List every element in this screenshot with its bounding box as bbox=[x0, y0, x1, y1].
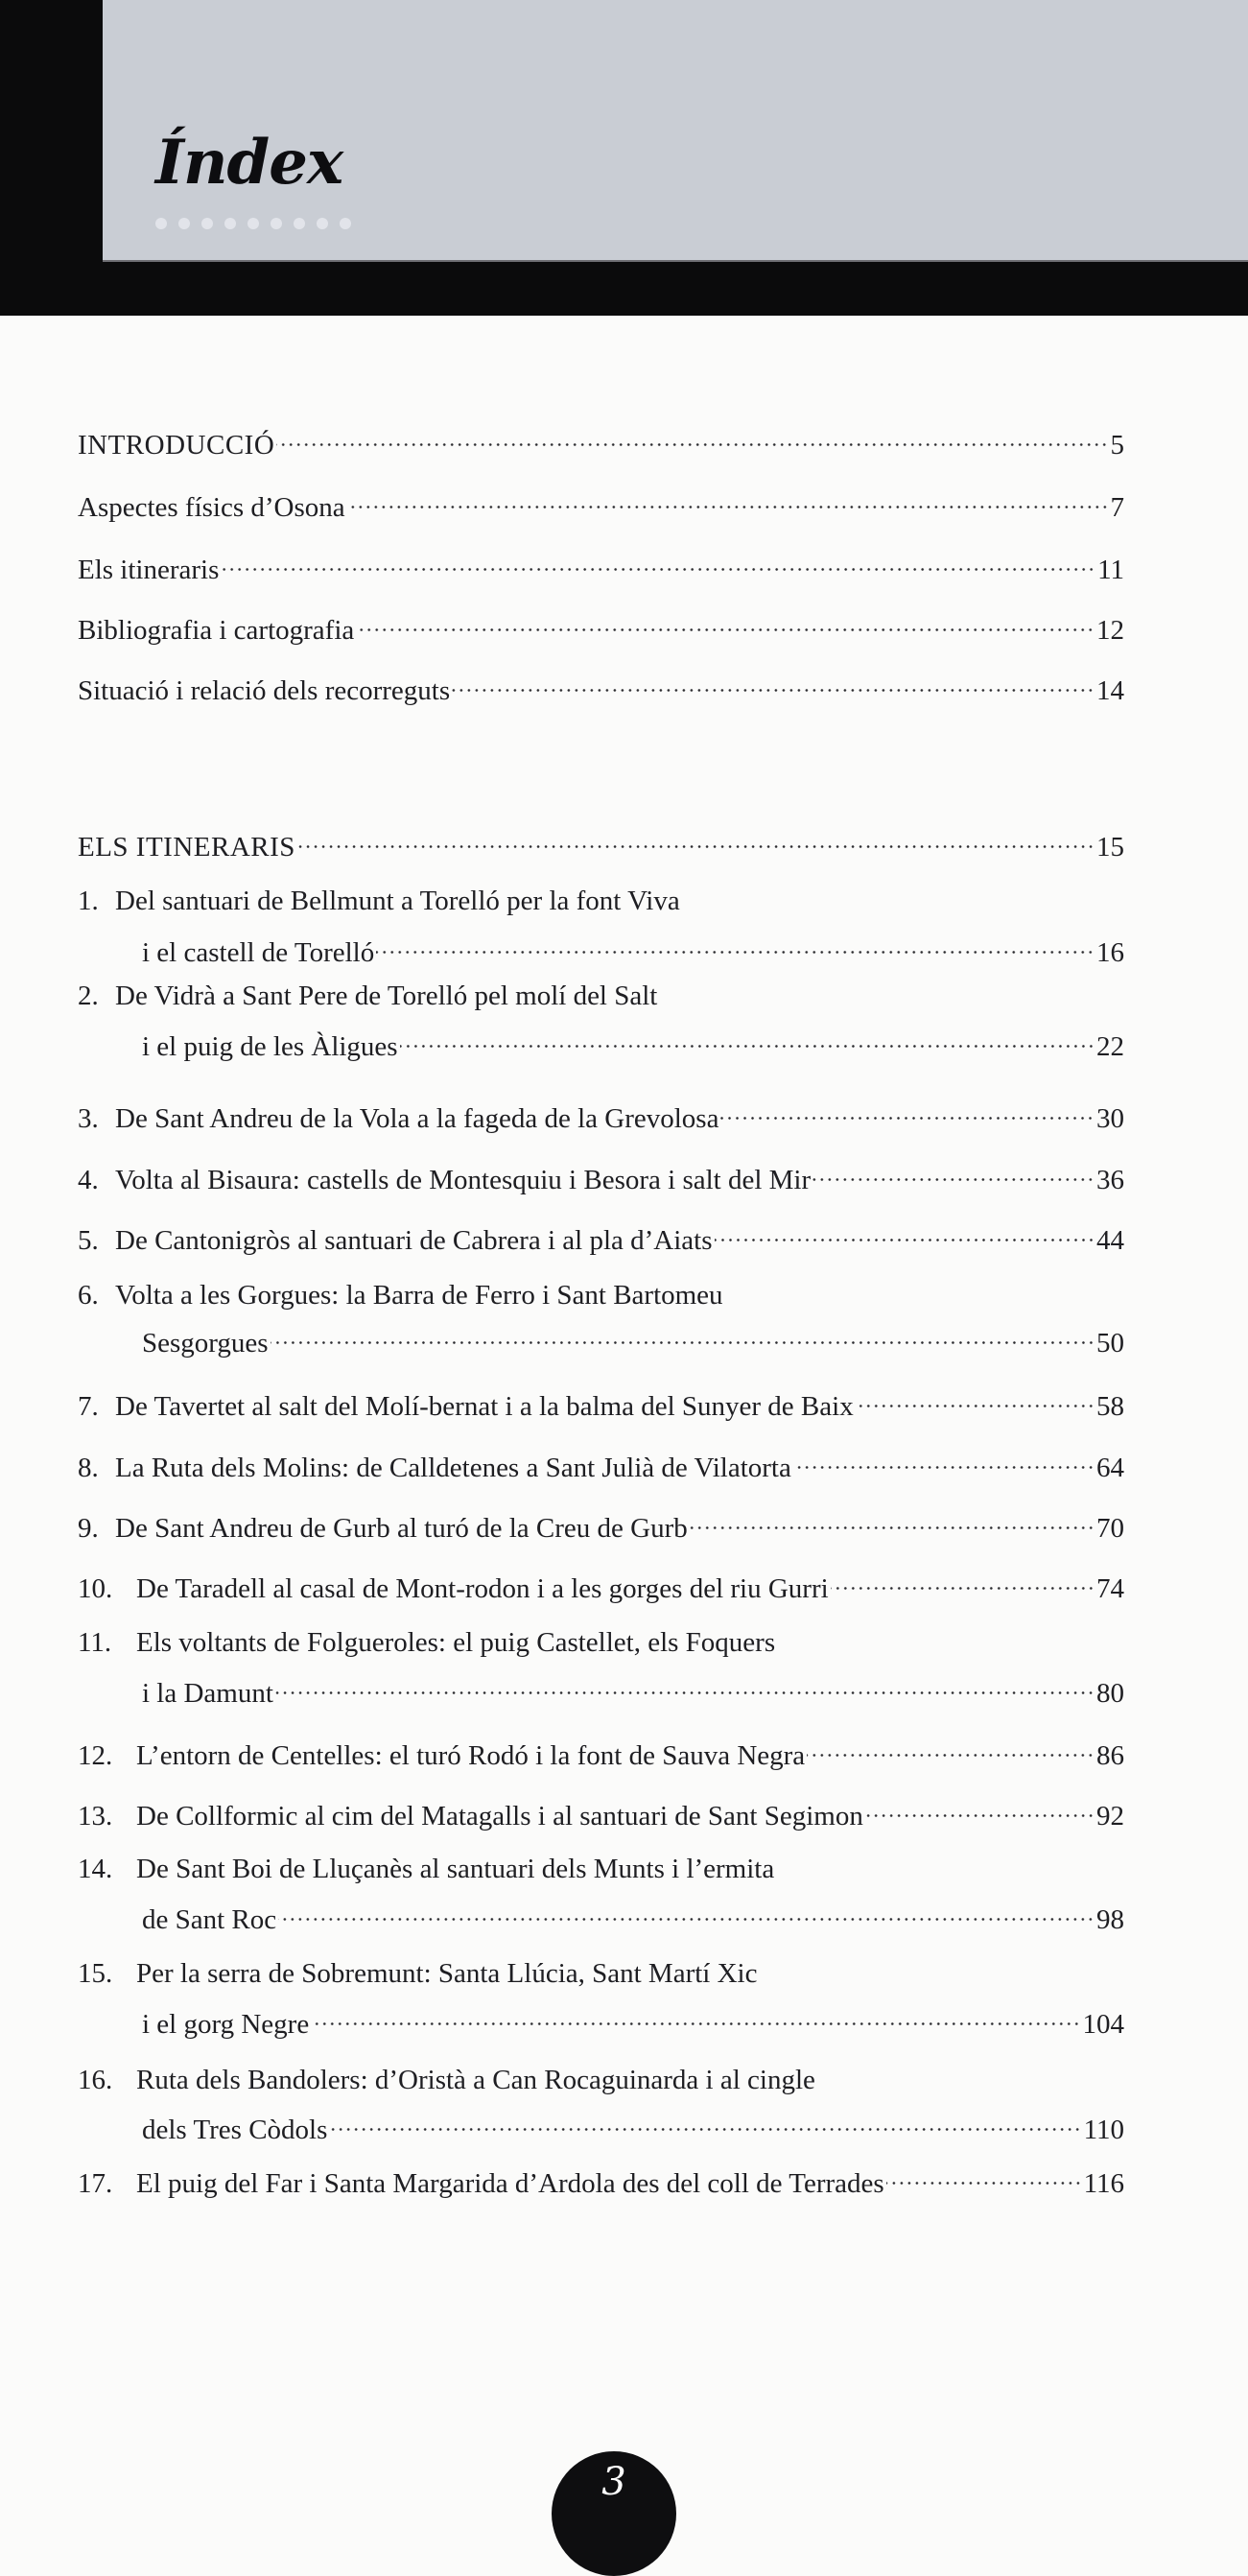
dot-leader bbox=[329, 2106, 1081, 2139]
toc-entry[interactable]: Aspectes físics d’Osona 7 bbox=[78, 484, 1124, 516]
toc-itinerary-7[interactable]: 7. De Tavertet al salt del Molí-bernat i a la balma del Sunyer de Baix 58 bbox=[78, 1383, 1124, 1415]
dot-leader bbox=[452, 667, 1095, 699]
dot-leader bbox=[275, 1669, 1095, 1702]
page-number-badge bbox=[552, 2451, 676, 2576]
page-number: 3 bbox=[601, 2460, 626, 2504]
toc-heading-introduccio[interactable]: INTRODUCCIÓ 5 bbox=[78, 421, 1124, 454]
dot-leader bbox=[311, 2000, 1080, 2033]
toc-itinerary-5[interactable]: 5. De Cantonigròs al santuari de Cabrera i al pla d’Aiats 44 bbox=[78, 1217, 1124, 1249]
toc-itinerary-14[interactable]: 14. De Sant Boi de Lluçanès al santuari dels Munts i l’ermita bbox=[78, 1854, 775, 1884]
toc-itinerary-2[interactable]: 2. De Vidrà a Sant Pere de Torelló pel molí del Salt bbox=[78, 981, 658, 1011]
toc-entry[interactable]: Situació i relació dels recorreguts 14 bbox=[78, 667, 1124, 699]
toc-itinerary-8[interactable]: 8. La Ruta dels Molins: de Calldetenes a Sant Julià de Vilatorta 64 bbox=[78, 1444, 1124, 1477]
toc-itinerary-13[interactable]: 13. De Collformic al cim del Matagalls i al santuari de Sant Segimon 92 bbox=[78, 1792, 1124, 1825]
dot-leader bbox=[720, 1095, 1095, 1127]
toc-itinerary-12[interactable]: 12. L’entorn de Centelles: el turó Rodó i la font de Sauva Negra 86 bbox=[78, 1732, 1124, 1764]
toc-itinerary-14-cont[interactable]: de Sant Roc 98 bbox=[78, 1896, 1124, 1928]
toc-itinerary-9[interactable]: 9. De Sant Andreu de Gurb al turó de la Creu de Gurb 70 bbox=[78, 1504, 1124, 1537]
toc-entry[interactable]: Bibliografia i cartografia 12 bbox=[78, 606, 1124, 639]
toc-itinerary-15-cont[interactable]: i el gorg Negre 104 bbox=[78, 2000, 1124, 2033]
toc-itinerary-15[interactable]: 15. Per la serra de Sobremunt: Santa Llúcia, Sant Martí Xic bbox=[78, 1958, 758, 1989]
toc-itinerary-11-cont[interactable]: i la Damunt 80 bbox=[78, 1669, 1124, 1702]
dot-leader bbox=[715, 1217, 1095, 1249]
toc-itinerary-2-cont[interactable]: i el puig de les Àligues 22 bbox=[78, 1023, 1124, 1055]
toc-itinerary-16-cont[interactable]: dels Tres Còdols 110 bbox=[78, 2106, 1124, 2139]
toc-itinerary-10[interactable]: 10. De Taradell al casal de Mont-rodon i a les gorges del riu Gurri 74 bbox=[78, 1565, 1124, 1597]
toc-itinerary-1[interactable]: 1. Del santuari de Bellmunt a Torelló per la font Viva bbox=[78, 886, 680, 916]
toc-itinerary-1-cont[interactable]: i el castell de Torelló 16 bbox=[78, 929, 1124, 961]
dot-leader bbox=[297, 823, 1095, 856]
dot-leader bbox=[271, 1319, 1095, 1352]
toc-itinerary-6[interactable]: 6. Volta a les Gorgues: la Barra de Ferro i Sant Bartomeu bbox=[78, 1280, 723, 1311]
toc-heading-els-itineraris[interactable]: ELS ITINERARIS 15 bbox=[78, 823, 1124, 856]
title-dot-ornament bbox=[155, 218, 351, 229]
dot-leader bbox=[865, 1792, 1095, 1825]
dot-leader bbox=[400, 1023, 1095, 1055]
dot-leader bbox=[356, 606, 1095, 639]
dot-leader bbox=[347, 484, 1109, 516]
toc-itinerary-4[interactable]: 4. Volta al Bisaura: castells de Montesquiu i Besora i salt del Mir 36 bbox=[78, 1156, 1124, 1189]
dot-leader bbox=[856, 1383, 1095, 1415]
toc-itinerary-6-cont[interactable]: Sesgorgues 50 bbox=[78, 1319, 1124, 1352]
toc-itinerary-11[interactable]: 11. Els voltants de Folgueroles: el puig Castellet, els Foquers bbox=[78, 1627, 776, 1658]
dot-leader bbox=[807, 1732, 1095, 1764]
page-title: Índex bbox=[155, 127, 343, 199]
toc-itinerary-16[interactable]: 16. Ruta dels Bandolers: d’Oristà a Can Rocaguinarda i al cingle bbox=[78, 2065, 815, 2095]
dot-leader bbox=[276, 421, 1108, 454]
dot-leader bbox=[812, 1156, 1095, 1189]
dot-leader bbox=[221, 546, 1095, 579]
dot-leader bbox=[831, 1565, 1095, 1597]
dot-leader bbox=[278, 1896, 1095, 1928]
dot-leader bbox=[793, 1444, 1095, 1477]
toc-itinerary-17[interactable]: 17. El puig del Far i Santa Margarida d’Ardola des del coll de Terrades 116 bbox=[78, 2160, 1124, 2192]
dot-leader bbox=[886, 2160, 1082, 2192]
toc-itinerary-3[interactable]: 3. De Sant Andreu de la Vola a la fageda de la Grevolosa 30 bbox=[78, 1095, 1124, 1127]
dot-leader bbox=[376, 929, 1095, 961]
toc-entry[interactable]: Els itineraris 11 bbox=[78, 546, 1124, 579]
dot-leader bbox=[690, 1504, 1095, 1537]
